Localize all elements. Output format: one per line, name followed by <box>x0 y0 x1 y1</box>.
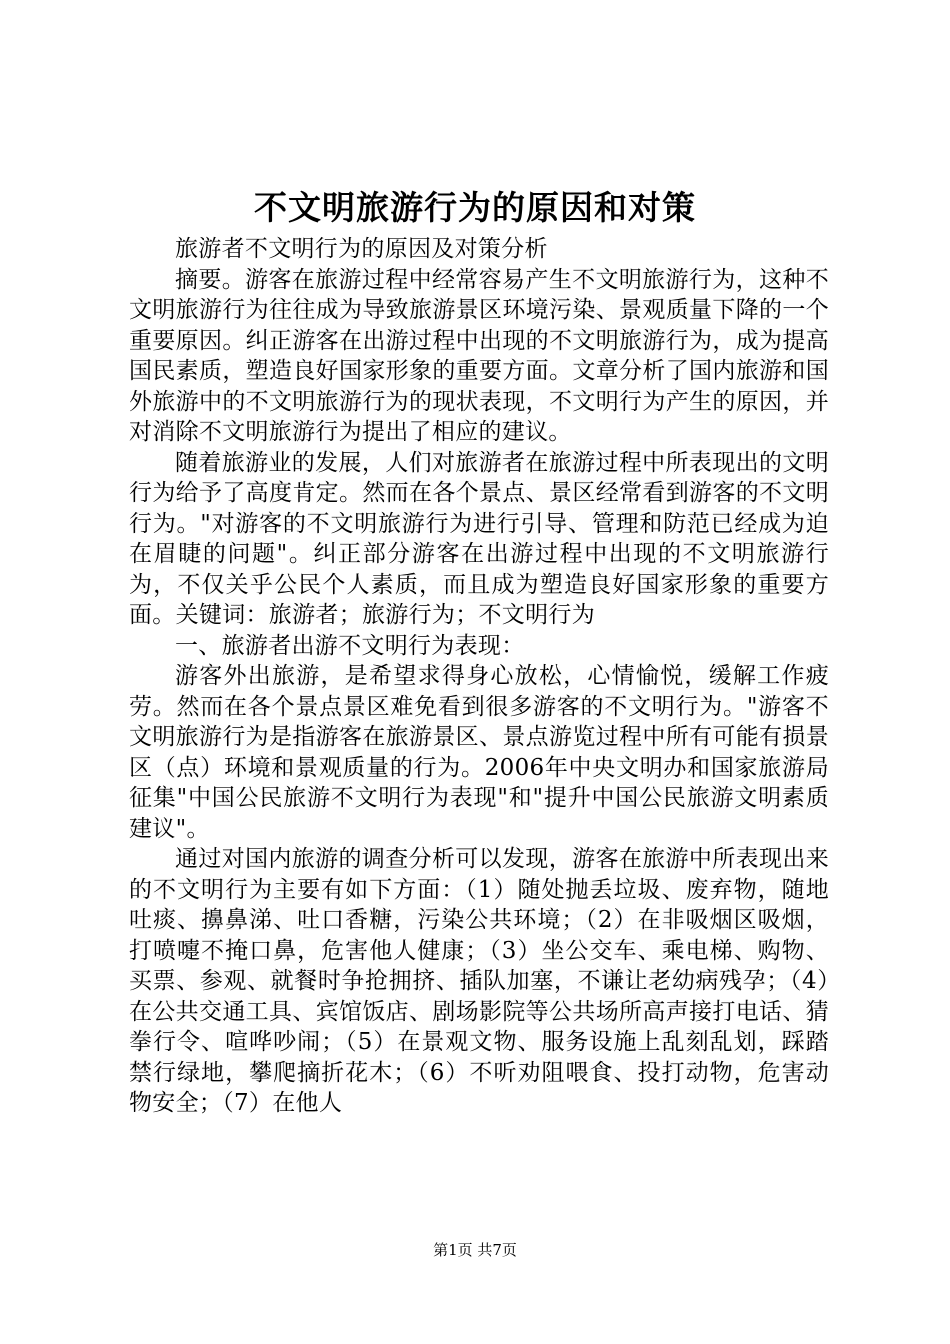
document-body <box>129 234 829 1119</box>
page-number-footer: 第1页 共7页 <box>433 1241 517 1259</box>
intro-paragraph: 随着旅游业的发展，人们对旅游者在旅游过程中所表现出的文明行为给予了高度肯定。然而在各个景点、景区经常看到游客的不文明行为。"对游客的不文明旅游行为进行引导、管理和防范已经成为迫在眉睫的问题"。纠正部分游客在出游过程中出现的不文明旅游行为，不仅关乎公民个人素质，而且成为塑造良好国家形象的重要方面。关键词：旅游者；旅游行为；不文明行为 <box>129 449 829 628</box>
section-heading: 一、旅游者出游不文明行为表现： <box>175 632 525 659</box>
subtitle-paragraph: 旅游者不文明行为的原因及对策分析 <box>175 236 548 262</box>
document-title: 不文明旅游行为的原因和对策 <box>254 188 696 227</box>
behavior-paragraph: 游客外出旅游，是希望求得身心放松，心情愉悦，缓解工作疲劳。然而在各个景点景区难免看到很多游客的不文明行为。"游客不文明旅游行为是指游客在旅游景区、景点游览过程中所有可能有损景区（点）环境和景观质量的行为。2006年中央文明办和国家旅游局征集"中国公民旅游不文明行为表现"和"提升中国公民旅游文明素质建议"。 <box>129 663 829 842</box>
abstract-paragraph: 摘要。游客在旅游过程中经常容易产生不文明旅游行为，这种不文明旅游行为往往成为导致旅游景区环境污染、景观质量下降的一个重要原因。纠正游客在出游过程中出现的不文明旅游行为，成为提高国民素质，塑造良好国家形象的重要方面。文章分析了国内旅游和国外旅游中的不文明旅游行为的现状表现，不文明行为产生的原因，并对消除不文明旅游行为提出了相应的建议。 <box>129 266 829 445</box>
survey-paragraph: 通过对国内旅游的调查分析可以发现，游客在旅游中所表现出来的不文明行为主要有如下方面：（1）随处抛丢垃圾、废弃物，随地吐痰、擤鼻涕、吐口香糖，污染公共环境；（2）在非吸烟区吸烟，打喷嚏不掩口鼻，危害他人健康；（3）坐公交车、乘电梯、购物、买票、参观、就餐时争抢拥挤、插队加塞，不谦让老幼病残孕；（4）在公共交通工具、宾馆饭店、剧场影院等公共场所高声接打电话、猜拳行令、喧哗吵闹；（5）在景观文物、服务设施上乱刻乱划，踩踏禁行绿地，攀爬摘折花木；（6）不听劝阻喂食、投打动物，危害动物安全；（7）在他人 <box>129 846 829 1116</box>
